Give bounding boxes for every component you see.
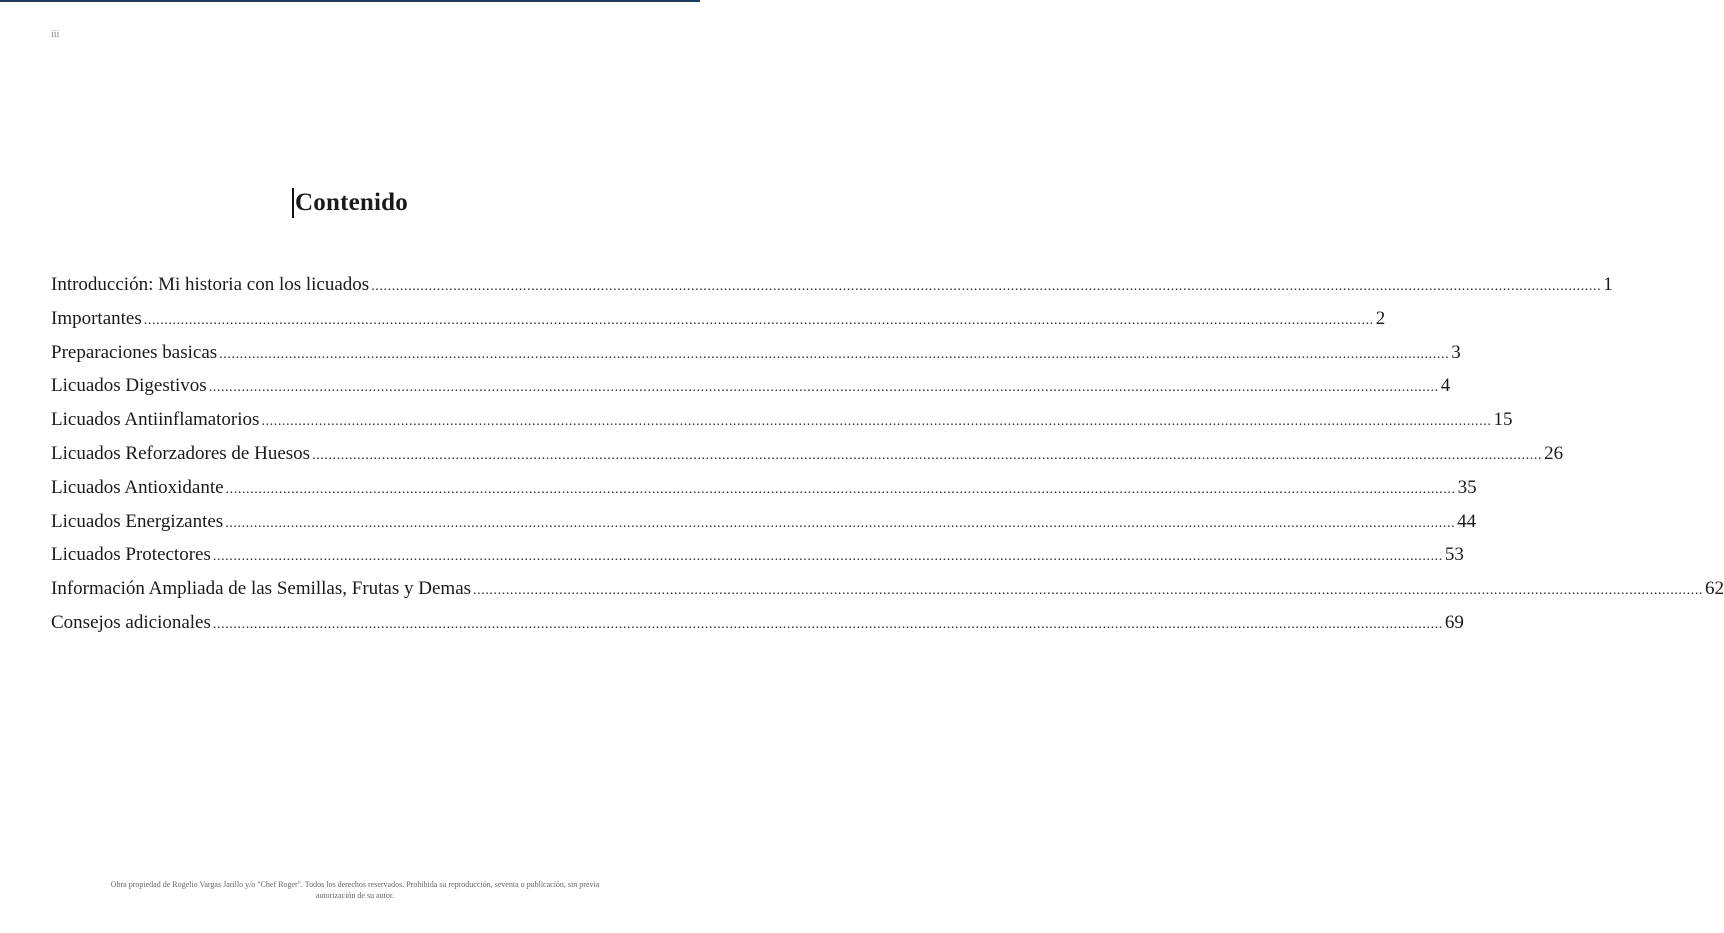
toc-dot-leader: ............................................................................................................................................................................................................................................................................................................ (212, 549, 1443, 565)
toc-dot-leader: ............................................................................................................................................................................................................................................................................................................ (219, 346, 1450, 362)
toc-entry[interactable] (51, 538, 1464, 572)
toc-entry-label: Información Ampliada de las Semillas, Frutas y Demas (51, 578, 472, 600)
page-footer (60, 879, 650, 901)
toc-entry-page-number: 53 (1444, 544, 1464, 566)
toc-dot-leader: ............................................................................................................................................................................................................................................................................................................ (225, 515, 1456, 531)
toc-entry-label: Licuados Protectores (51, 544, 211, 566)
toc-entry-label: Licuados Reforzadores de Huesos (51, 442, 311, 464)
toc-entry-page-number: 3 (1451, 341, 1461, 363)
toc-entry-label: Importantes (51, 307, 142, 329)
toc-entry[interactable] (51, 403, 1513, 437)
toc-entry[interactable] (51, 268, 1613, 302)
toc-entry-page-number: 69 (1444, 611, 1464, 633)
toc-entry[interactable] (51, 336, 1461, 370)
toc-dot-leader: ............................................................................................................................................................................................................................................................................................................ (212, 616, 1443, 632)
toc-entry-page-number: 2 (1375, 307, 1386, 329)
toc-entry[interactable] (51, 572, 1724, 606)
toc-entry-page-number: 15 (1493, 409, 1513, 431)
toc-entry-page-number: 35 (1457, 476, 1477, 498)
toc-entry[interactable] (51, 369, 1451, 403)
toc-entry[interactable] (51, 505, 1477, 539)
toc-entry-page-number: 1 (1603, 274, 1613, 295)
toc-entry-label: Licuados Antiinflamatorios (51, 409, 260, 431)
toc-entry-page-number: 62 (1705, 578, 1724, 600)
toc-dot-leader: ............................................................................................................................................................................................................................................................................................................ (261, 414, 1492, 430)
toc-entry-label: Preparaciones basicas (51, 341, 218, 363)
toc-entry-page-number: 4 (1440, 375, 1451, 397)
toc-dot-leader: ............................................................................................................................................................................................................................................................................................................ (312, 447, 1543, 463)
page-number: iii (51, 29, 60, 40)
table-of-contents (51, 268, 1724, 640)
toc-dot-leader: ............................................................................................................................................................................................................................................................................................................ (143, 312, 1374, 328)
toc-title[interactable]: Contenido (292, 188, 408, 218)
toc-entry[interactable] (51, 606, 1464, 640)
toc-entry-label: Licuados Digestivos (51, 375, 207, 397)
title-wrapper (0, 188, 700, 218)
toc-dot-leader: ............................................................................................................................................................................................................................................................................................................ (473, 583, 1704, 599)
footer-copyright-line: Obra propiedad de Rogelio Vargas Jarillo y/o "Chef Roger". Todos los derechos reservados. Prohibida su reproducción, seventa o publicación, sin previa (110, 880, 600, 889)
toc-entry-label: Introducción: Mi historia con los licuados (51, 274, 370, 295)
toc-entry[interactable] (51, 302, 1386, 336)
toc-dot-leader: ............................................................................................................................................................................................................................................................................................................ (371, 279, 1602, 294)
top-border-rule (0, 0, 700, 2)
toc-entry-label: Consejos adicionales (51, 611, 211, 633)
toc-dot-leader: ............................................................................................................................................................................................................................................................................................................ (225, 481, 1456, 497)
footer-copyright-line-2: autorización de su autor. (315, 891, 395, 900)
toc-entry-label: Licuados Antioxidante (51, 476, 224, 498)
toc-entry-page-number: 44 (1457, 510, 1477, 532)
toc-entry-page-number: 26 (1544, 442, 1564, 464)
toc-entry[interactable] (51, 437, 1564, 471)
toc-dot-leader: ............................................................................................................................................................................................................................................................................................................ (208, 380, 1439, 396)
toc-entry-label: Licuados Energizantes (51, 510, 224, 532)
toc-entry[interactable] (51, 471, 1477, 505)
